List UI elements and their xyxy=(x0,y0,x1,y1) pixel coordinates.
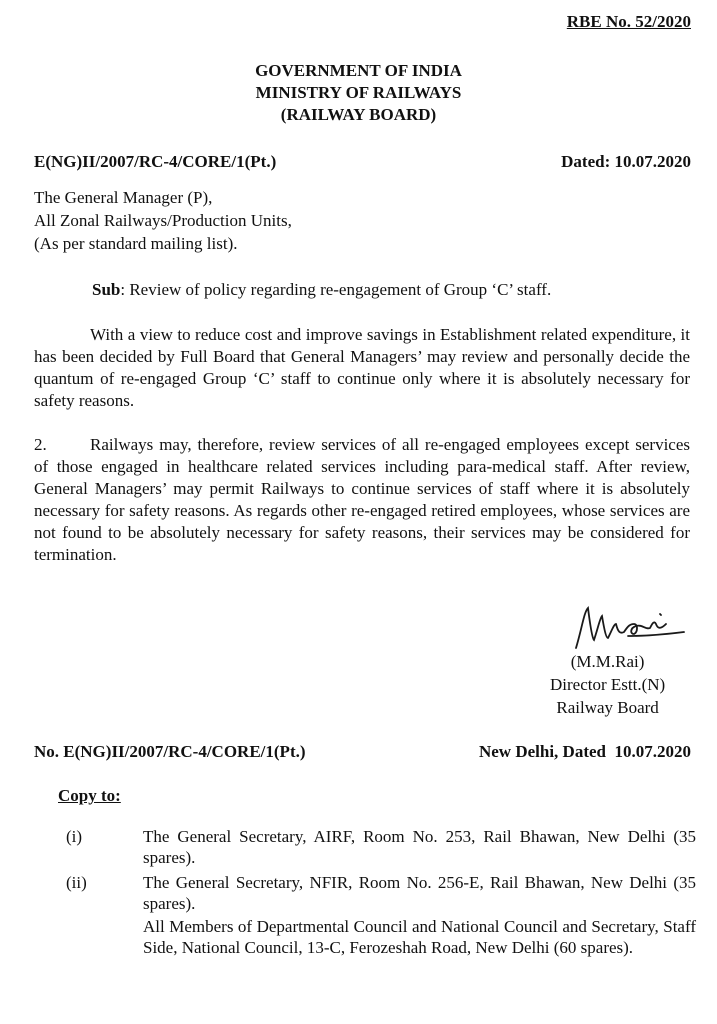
subject-label: Sub xyxy=(92,280,121,299)
reference-row xyxy=(34,152,691,172)
signatory-designation: Director Estt.(N) xyxy=(550,675,666,694)
date: Dated: 10.07.2020 xyxy=(561,152,691,171)
issuing-authority xyxy=(0,60,717,126)
copy-to-item-number: (ii) xyxy=(66,873,87,892)
copy-to-item xyxy=(66,916,696,958)
signatory-name: (M.M.Rai) xyxy=(570,652,645,671)
paragraph-2 xyxy=(34,434,690,566)
signatory-block xyxy=(550,650,665,719)
paragraph-1-text: With a view to reduce cost and improve savings in Establishment related expenditure, it has been decided by Full Board that General Managers’ may review and personally decide the quantum of re-engaged Group ‘C’ staff to continue only where it is absolutely necessary for safety reasons. xyxy=(34,325,690,410)
copy-to-item xyxy=(66,826,696,868)
endorsement-file-number: No. E(NG)II/2007/RC-4/CORE/1(Pt.) xyxy=(34,742,306,761)
paragraph-2-text: Railways may, therefore, review services of all re-engaged employees except services of those engaged in healthcare related services including para-medical staff. After review, General Managers’ may permit Railways to continue services of staff where it is absolutely necessary for safety reasons. As regards other re-engaged retired employees, whose services are not found to be absolutely necessary for safety reasons, their services may be considered for termination. xyxy=(34,435,690,564)
endorsement-row xyxy=(34,742,691,762)
copy-to-item-number: (i) xyxy=(66,827,83,846)
copy-to-item-text: The General Secretary, AIRF, Room No. 253, Rail Bhawan, New Delhi (35 spares). xyxy=(143,827,696,867)
copy-to-item xyxy=(66,872,705,914)
board-line: (RAILWAY BOARD) xyxy=(280,105,437,124)
copy-to-item-text: All Members of Departmental Council and National Council and Secretary, Staff Side, National Council, 13-C, Ferozeshah Road, New Delhi (60 spares). xyxy=(143,917,696,957)
addressee-line: (As per standard mailing list). xyxy=(34,234,238,253)
copy-to-heading: Copy to: xyxy=(58,786,121,805)
signature-image xyxy=(568,598,688,658)
file-number: E(NG)II/2007/RC-4/CORE/1(Pt.) xyxy=(34,152,277,171)
signatory-office: Railway Board xyxy=(556,698,659,717)
ministry-line: MINISTRY OF RAILWAYS xyxy=(255,83,462,102)
addressee-line: All Zonal Railways/Production Units, xyxy=(34,211,292,230)
subject-text: : Review of policy regarding re-engagement of Group ‘C’ staff. xyxy=(120,280,552,299)
govt-line: GOVERNMENT OF INDIA xyxy=(255,61,462,80)
endorsement-place-date: New Delhi, Dated 10.07.2020 xyxy=(478,742,691,761)
subject-line xyxy=(92,280,551,300)
addressee-block xyxy=(34,186,292,255)
paragraph-1 xyxy=(34,324,690,412)
rbe-number: RBE No. 52/2020 xyxy=(566,12,691,31)
addressee-line: The General Manager (P), xyxy=(34,188,213,207)
paragraph-number: 2. xyxy=(34,435,47,454)
copy-to-item-text: The General Secretary, NFIR, Room No. 256-E, Rail Bhawan, New Delhi (35 spares). xyxy=(143,873,705,913)
